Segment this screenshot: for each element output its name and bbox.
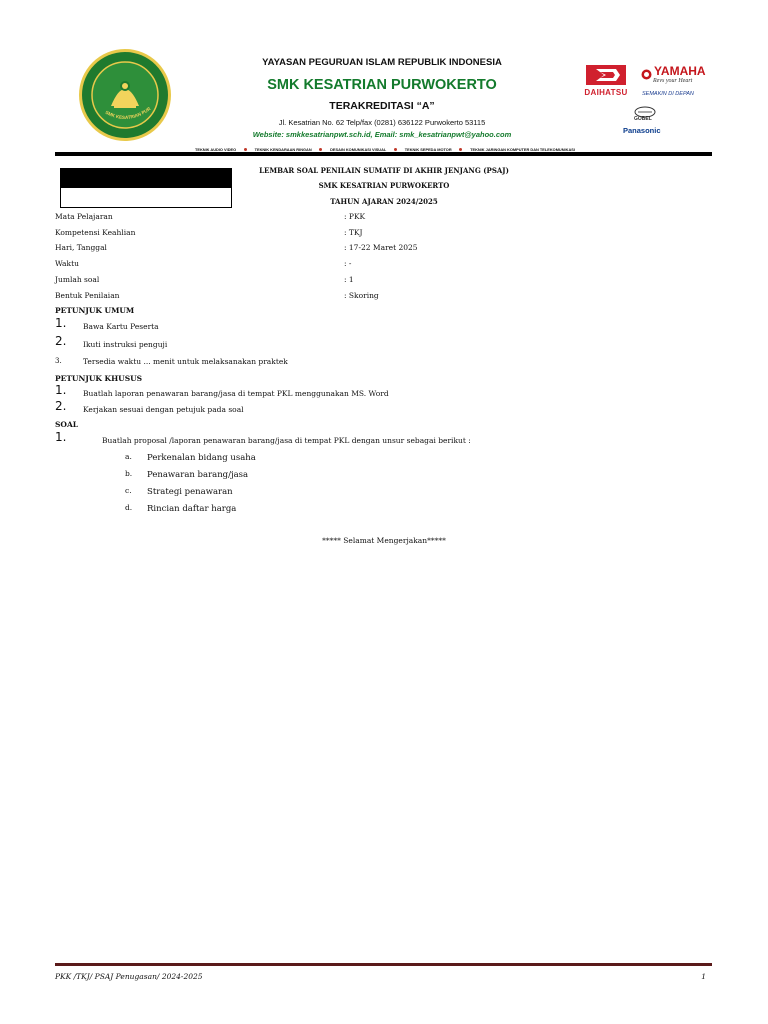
page-number: 1: [701, 972, 706, 981]
closing-text: ***** Selamat Mengerjakan*****: [322, 536, 446, 545]
major-item: TEKNIK KENDARAAN RINGAN: [254, 146, 312, 152]
info-label: Mata Pelajaran: [55, 212, 113, 221]
exam-school: SMK KESATRIAN PURWOKERTO: [318, 181, 450, 190]
footer-text: PKK /TKJ/ PSAJ Penugasan/ 2024-2025: [55, 972, 203, 981]
school-contact: Website: smkkesatrianpwt.sch.id, Email: smk_kesatrianpwt@yahoo.com: [252, 130, 512, 139]
list-number: 1.: [55, 383, 67, 397]
sub-item: Penawaran barang/jasa: [147, 470, 249, 480]
info-label: Hari, Tanggal: [55, 243, 107, 252]
school-address: Jl. Kesatrian No. 62 Telp/fax (0281) 636122 Purwokerto 53115: [278, 118, 486, 127]
major-item: DESAIN KOMUNIKASI VISUAL: [330, 146, 387, 152]
sub-item-letter: c.: [125, 486, 132, 495]
bullet-icon: [319, 148, 322, 151]
list-item: Tersedia waktu ... menit untuk melaksanakan praktek: [83, 357, 288, 366]
info-label: Jumlah soal: [55, 275, 100, 284]
major-item: TEKNIK SEPEDA MOTOR: [404, 146, 452, 152]
info-label: Bentuk Penilaian: [55, 291, 120, 300]
info-label: Kompetensi Keahlian: [55, 228, 136, 237]
accreditation: TERAKREDITASI “A”: [329, 100, 435, 112]
sub-item-letter: b.: [125, 469, 133, 478]
yamaha-slogan: SEMAKIN DI DEPAN: [642, 91, 694, 97]
section-heading-general: PETUNJUK UMUM: [55, 306, 135, 315]
svg-text:SMK KESATRIAN PURWOKERTO: SMK KESATRIAN PUR: [104, 106, 152, 121]
question-text: Buatlah proposal /laporan penawaran barang/jasa di tempat PKL dengan unsur sebagai berikut :: [102, 436, 471, 445]
info-value: : 17-22 Maret 2025: [344, 243, 418, 252]
section-heading-special: PETUNJUK KHUSUS: [55, 374, 143, 383]
list-item: Buatlah laporan penawaran barang/jasa di tempat PKL menggunakan MS. Word: [83, 389, 389, 398]
list-number: 2.: [55, 399, 67, 413]
school-name: SMK KESATRIAN PURWOKERTO: [267, 77, 497, 93]
letterhead-divider: [55, 152, 712, 156]
list-number: 2.: [55, 334, 67, 348]
bullet-icon: [394, 148, 397, 151]
info-value: : -: [344, 259, 352, 268]
footer-divider: [55, 963, 712, 966]
daihatsu-wordmark: DAIHATSU: [584, 88, 628, 97]
section-heading-question: SOAL: [55, 420, 79, 429]
question-number: 1.: [55, 430, 67, 444]
list-item: Kerjakan sesuai dengan petujuk pada soal: [83, 405, 244, 414]
major-item: TEKNIK JARINGAN KOMPUTER DAN TELEKOMUNIKASI: [470, 146, 575, 152]
bullet-icon: [244, 148, 247, 151]
sub-item-letter: d.: [125, 503, 133, 512]
yamaha-wordmark: YAMAHA: [654, 64, 706, 78]
bullet-icon: [459, 148, 462, 151]
list-number: 3.: [55, 357, 62, 365]
daihatsu-logo: [586, 65, 626, 85]
sub-item: Rincian daftar harga: [147, 504, 237, 514]
yamaha-tagline: Revs your Heart: [653, 78, 693, 84]
foundation-name: YAYASAN PEGURUAN ISLAM REPUBLIK INDONESIA: [262, 57, 502, 68]
list-item: Bawa Kartu Peserta: [83, 322, 159, 331]
sub-item: Perkenalan bidang usaha: [147, 453, 256, 463]
list-item: Ikuti instruksi penguji: [83, 340, 168, 349]
info-label: Waktu: [55, 259, 79, 268]
exam-title: LEMBAR SOAL PENILAIN SUMATIF DI AKHIR JENJANG (PSAJ): [259, 166, 509, 175]
info-value: : PKK: [344, 212, 366, 221]
sub-item: Strategi penawaran: [147, 487, 233, 497]
exam-year: TAHUN AJARAN 2024/2025: [330, 197, 438, 206]
list-number: 1.: [55, 316, 67, 330]
panasonic-wordmark: Panasonic: [623, 126, 661, 135]
info-value: : 1: [344, 275, 354, 284]
redacted-name-bar: [60, 168, 232, 188]
info-value: : TKJ: [344, 228, 363, 237]
major-item: TEKNIK AUDIO VIDEO: [195, 146, 237, 152]
gobel-wordmark: GOBEL: [634, 116, 652, 122]
info-value: : Skoring: [344, 291, 379, 300]
sub-item-letter: a.: [125, 452, 132, 461]
name-box: [60, 188, 232, 208]
yamaha-emblem-icon: [641, 65, 652, 84]
